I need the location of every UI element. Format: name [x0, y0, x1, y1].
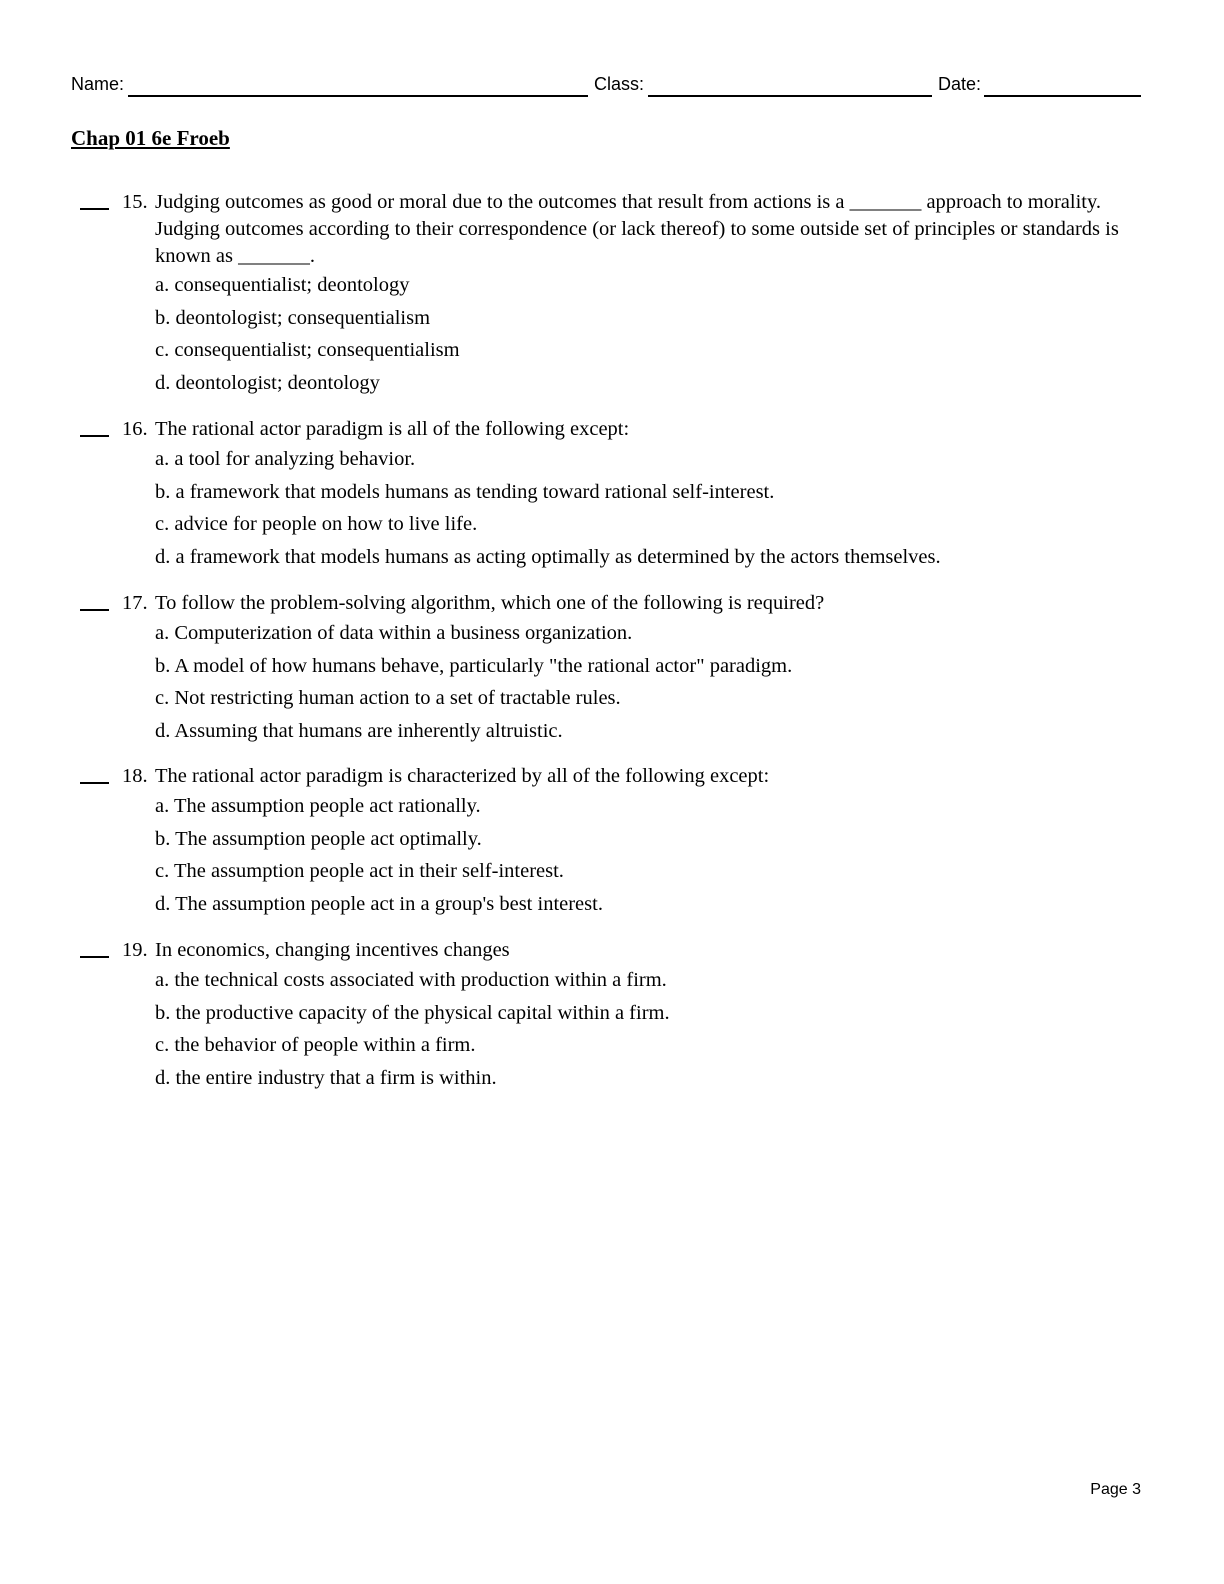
option-a: a. a tool for analyzing behavior. [155, 448, 416, 470]
option-c: c. consequentialist; consequentialism [155, 339, 460, 361]
option-a: a. Computerization of data within a business organization. [155, 622, 633, 644]
question-number: 18. [122, 765, 148, 787]
option-c: c. The assumption people act in their self-interest. [155, 860, 564, 882]
question-number: 17. [122, 592, 148, 614]
answer-blank [80, 782, 109, 784]
option-d: d. a framework that models humans as acting optimally as determined by the actors themselves. [155, 546, 941, 568]
option-b: b. the productive capacity of the physical capital within a firm. [155, 1002, 670, 1024]
question-stem: The rational actor paradigm is characterized by all of the following except: [155, 765, 770, 787]
document-title: Chap 01 6e Froeb [71, 126, 230, 150]
option-b: b. deontologist; consequentialism [155, 307, 431, 329]
option-d: d. deontologist; deontology [155, 372, 380, 394]
page-number: Page 3 [1090, 1481, 1141, 1498]
question-number: 19. [122, 939, 148, 961]
question-number: 15. [122, 191, 148, 213]
name-field-line [128, 95, 588, 97]
date-label: Date: [938, 74, 982, 94]
option-b: b. A model of how humans behave, particularly "the rational actor" paradigm. [155, 655, 793, 677]
question-stem: In economics, changing incentives changes [155, 939, 510, 961]
date-field-line [984, 95, 1141, 97]
option-b: b. The assumption people act optimally. [155, 828, 482, 850]
option-d: d. The assumption people act in a group's best interest. [155, 893, 603, 915]
question-stem-text: Judging outcomes as good or moral due to the outcomes that result from actions is a _______ approach to morality. Judging outcomes according to their correspondence (or lack thereof) to some outside set of principles or standards is known as _______. [155, 191, 1124, 267]
header-row [71, 72, 1141, 98]
question-number: 16. [122, 418, 148, 440]
option-d: d. Assuming that humans are inherently altruistic. [155, 720, 563, 742]
option-d: d. the entire industry that a firm is within. [155, 1067, 497, 1089]
option-c: c. the behavior of people within a firm. [155, 1034, 476, 1056]
name-label: Name: [71, 74, 125, 94]
answer-blank [80, 609, 109, 611]
class-label: Class: [594, 74, 645, 94]
question-stem: To follow the problem-solving algorithm, which one of the following is required? [155, 592, 825, 614]
answer-blank [80, 956, 109, 958]
option-a: a. consequentialist; deontology [155, 274, 410, 296]
answer-blank [80, 208, 109, 210]
option-c: c. advice for people on how to live life. [155, 513, 478, 535]
option-a: a. the technical costs associated with production within a firm. [155, 969, 667, 991]
option-c: c. Not restricting human action to a set of tractable rules. [155, 687, 621, 709]
question-stem: The rational actor paradigm is all of the following except: [155, 418, 630, 440]
answer-blank [80, 435, 109, 437]
option-b: b. a framework that models humans as tending toward rational self-interest. [155, 481, 775, 503]
class-field-line [648, 95, 932, 97]
option-a: a. The assumption people act rationally. [155, 795, 481, 817]
